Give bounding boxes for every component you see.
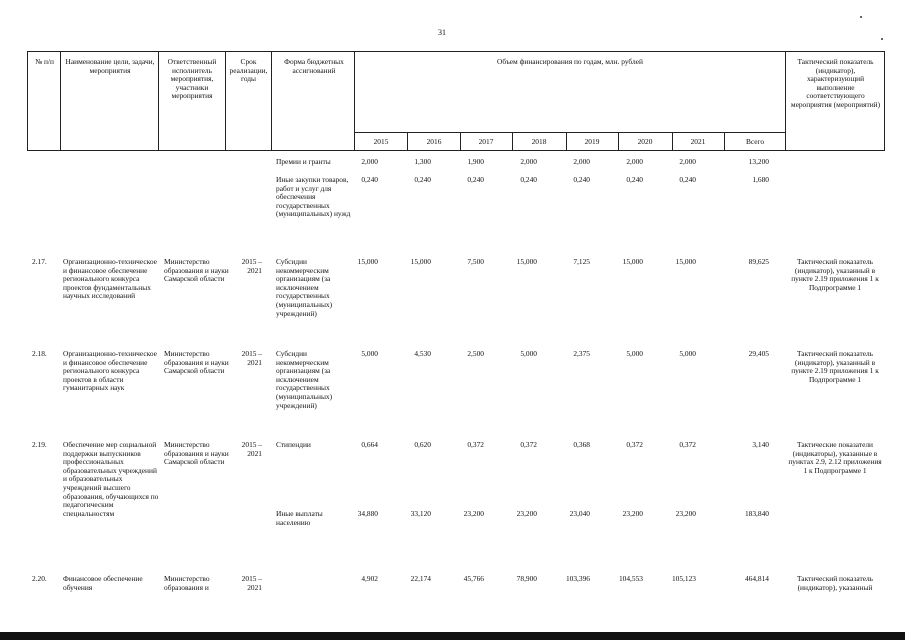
- header-year: 2016: [426, 137, 442, 146]
- row-value-total: 29,405: [748, 349, 769, 358]
- row-value: 0,372: [679, 440, 696, 449]
- row-value: 2,000: [626, 157, 643, 166]
- row-responsible: Министерство образования и науки Самарской области: [164, 257, 229, 284]
- row-responsible: Министерство образования и: [164, 574, 210, 592]
- row-value: 0,240: [626, 175, 643, 184]
- row-name: Организационно-техническое и финансовое обеспечение регионального конкурса проектов в области гуманитарных наук: [63, 349, 157, 393]
- scan-speck: [860, 16, 862, 18]
- row-value: 45,766: [463, 574, 484, 583]
- row-form: Субсидии некоммерческим организациям (за исключением государственных (муниципальных) учреждений): [276, 349, 333, 410]
- row-number: 2.19.: [32, 440, 47, 449]
- row-value: 23,040: [569, 509, 590, 518]
- row-term: 2015 – 2021: [241, 440, 262, 458]
- row-value: 5,000: [679, 349, 696, 358]
- header-year: 2019: [584, 137, 600, 146]
- row-name: Организационно-техническое и финансовое обеспечение регионального конкурса проектов фундаментальных научных исследований: [63, 257, 157, 301]
- row-value: 5,000: [361, 349, 378, 358]
- header-year: 2021: [690, 137, 706, 146]
- row-value: 0,372: [520, 440, 537, 449]
- header-term: Срок реализации, годы: [229, 57, 268, 84]
- row-value: 1,900: [467, 157, 484, 166]
- row-term: 2015 – 2021: [241, 349, 262, 367]
- header-budget-form: Форма бюджетных ассигнований: [284, 57, 344, 75]
- row-value: 0,620: [414, 440, 431, 449]
- row-value: 23,200: [516, 509, 537, 518]
- row-value: 7,125: [573, 257, 590, 266]
- row-responsible: Министерство образования и науки Самарской области: [164, 440, 229, 467]
- row-value: 22,174: [410, 574, 431, 583]
- row-tactic: Тактический показатель (индикатор), указанный: [796, 574, 874, 592]
- row-value: 0,372: [467, 440, 484, 449]
- row-value-total: 13,200: [748, 157, 769, 166]
- row-value: 23,200: [622, 509, 643, 518]
- row-tactic: Тактический показатель (индикатор), указанный в пункте 2.19 приложения 1 к Подпрограмме 1: [791, 349, 879, 384]
- row-value: 103,396: [565, 574, 590, 583]
- row-value: 2,000: [573, 157, 590, 166]
- row-value: 4,530: [414, 349, 431, 358]
- row-value: 2,000: [361, 157, 378, 166]
- row-value: 23,200: [675, 509, 696, 518]
- row-value: 0,240: [520, 175, 537, 184]
- row-form: Стипендии: [276, 440, 311, 449]
- row-number: 2.17.: [32, 257, 47, 266]
- header-year: Всего: [745, 137, 765, 146]
- row-form: Премии и гранты: [276, 157, 331, 166]
- header-tactic: Тактический показатель (индикатор), характеризующий выполнение соответствующего мероприятия (мероприятий): [790, 57, 881, 109]
- header-num: № п/п: [35, 57, 54, 66]
- row-value: 0,240: [414, 175, 431, 184]
- row-value: 5,000: [626, 349, 643, 358]
- row-tactic: Тактический показатель (индикатор), указанный в пункте 2.19 приложения 1 к Подпрограмме 1: [791, 257, 879, 292]
- row-number: 2.18.: [32, 349, 47, 358]
- row-value: 23,200: [463, 509, 484, 518]
- header-year: 2017: [478, 137, 494, 146]
- row-responsible: Министерство образования и науки Самарской области: [164, 349, 229, 376]
- row-tactic: Тактические показатели (индикаторы), указанные в пунктах 2.9, 2.12 приложения 1 к Подпрограмме 1: [788, 440, 882, 475]
- row-value: 15,000: [675, 257, 696, 266]
- row-number: 2.20.: [32, 574, 47, 583]
- header-year: 2020: [637, 137, 653, 146]
- row-value: 78,900: [516, 574, 537, 583]
- row-value: 2,375: [573, 349, 590, 358]
- row-value: 7,500: [467, 257, 484, 266]
- row-value: 15,000: [516, 257, 537, 266]
- row-form: Субсидии некоммерческим организациям (за исключением государственных (муниципальных) учреждений): [276, 257, 333, 318]
- row-name: Финансовое обеспечение обучения: [63, 574, 143, 592]
- row-value: 0,240: [679, 175, 696, 184]
- row-value: 4,902: [361, 574, 378, 583]
- row-value: 2,500: [467, 349, 484, 358]
- row-value: 0,664: [361, 440, 378, 449]
- page-number: 31: [438, 28, 446, 37]
- row-value: 105,123: [671, 574, 696, 583]
- header-name: Наименование цели, задачи, мероприятия: [65, 57, 155, 75]
- row-value: 0,372: [626, 440, 643, 449]
- header-year: 2018: [531, 137, 547, 146]
- row-name: Обеспечение мер социальной поддержки выпускников профессиональных образовательных учреждений и образовательных учреждений высшего образования, обучающихся по педагогическим специальностям: [63, 440, 159, 518]
- row-value: 2,000: [679, 157, 696, 166]
- row-value: 15,000: [410, 257, 431, 266]
- row-term: 2015 – 2021: [241, 257, 262, 275]
- header-year: 2015: [373, 137, 389, 146]
- row-value: 0,368: [573, 440, 590, 449]
- header-volume: Объем финансирования по годам, млн. рублей: [497, 57, 643, 66]
- scan-speck: [881, 38, 883, 40]
- row-value: 15,000: [622, 257, 643, 266]
- row-term: 2015 – 2021: [241, 574, 262, 592]
- row-value-total: 89,625: [748, 257, 769, 266]
- row-value: 104,553: [618, 574, 643, 583]
- row-value: 0,240: [573, 175, 590, 184]
- row-value: 34,880: [357, 509, 378, 518]
- scan-bottom-border: [0, 632, 905, 640]
- row-value: 2,000: [520, 157, 537, 166]
- row-value-total: 1,680: [752, 175, 769, 184]
- row-value: 15,000: [357, 257, 378, 266]
- row-value: 0,240: [467, 175, 484, 184]
- row-value: 33,120: [410, 509, 431, 518]
- header-responsible: Ответственный исполнитель мероприятия, участники мероприятия: [167, 57, 217, 101]
- row-value-total: 3,140: [752, 440, 769, 449]
- row-form: Иные выплаты населению: [276, 509, 323, 527]
- row-value-total: 183,840: [744, 509, 769, 518]
- row-form: Иные закупки товаров, работ и услуг для обеспечения государственных (муниципальных) нужд: [276, 175, 351, 219]
- row-value-total: 464,814: [744, 574, 769, 583]
- row-value: 5,000: [520, 349, 537, 358]
- row-value: 0,240: [361, 175, 378, 184]
- row-value: 1,300: [414, 157, 431, 166]
